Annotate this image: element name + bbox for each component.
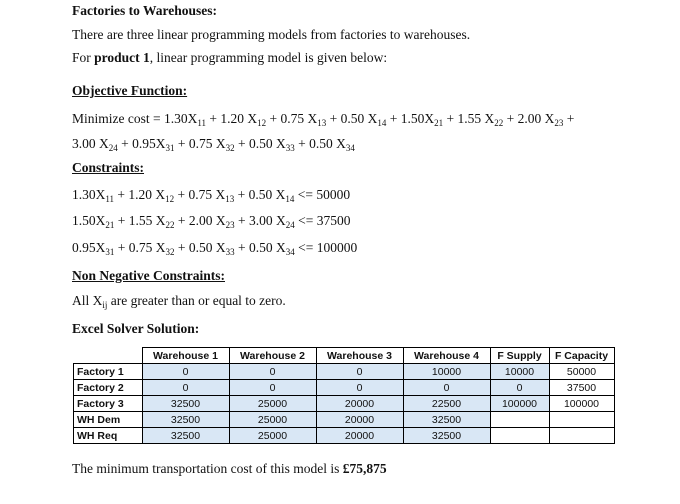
col-header-f-supply: F Supply	[490, 348, 549, 364]
text-segment: + 2.00 X	[503, 111, 555, 126]
intro-text: There are three linear programming models from factories to warehouses.	[72, 27, 471, 42]
objective-function-line-2	[72, 136, 355, 152]
subscript: 21	[434, 118, 444, 128]
text-segment: + 0.50 X	[234, 187, 286, 202]
text-segment: + 2.00 X	[174, 213, 226, 228]
subscript: 34	[345, 143, 355, 153]
conclusion-pre: The minimum transportation cost of this model is	[72, 461, 343, 476]
subscript: 31	[105, 247, 115, 257]
table-cell: 100000	[549, 396, 614, 412]
text-segment: <= 37500	[294, 213, 351, 228]
table-cell: 22500	[403, 396, 490, 412]
table-cell: 100000	[490, 396, 549, 412]
text-segment: + 1.20 X	[114, 187, 166, 202]
text-segment: <= 50000	[294, 187, 351, 202]
table-cell	[490, 412, 549, 428]
text-segment: 1.50X	[72, 213, 106, 228]
subscript: 33	[285, 143, 295, 153]
table-row	[74, 380, 615, 396]
subscript: 11	[197, 118, 207, 128]
subscript: 23	[554, 118, 564, 128]
text-segment: + 0.75 X	[174, 187, 226, 202]
table-cell: 32500	[142, 428, 229, 444]
row-label: Factory 3	[74, 396, 143, 412]
conclusion-text	[72, 461, 387, 477]
subscript: 11	[105, 194, 115, 204]
text-segment: Minimize cost = 1.30X	[72, 111, 198, 126]
text-segment: All X	[72, 293, 103, 308]
text-segment: + 1.55 X	[114, 213, 166, 228]
constraint-2	[72, 213, 350, 229]
subscript: 24	[285, 220, 295, 230]
intro-post: , linear programming model is given below:	[149, 50, 388, 65]
table-corner	[74, 348, 143, 364]
non-negative-heading: Non Negative Constraints:	[72, 268, 225, 283]
table-cell: 32500	[142, 412, 229, 428]
text-segment: + 0.50 X	[294, 136, 346, 151]
table-cell	[490, 428, 549, 444]
col-header-warehouse-2: Warehouse 2	[229, 348, 316, 364]
text-segment: + 1.20 X	[206, 111, 258, 126]
subscript: 13	[225, 194, 235, 204]
subscript: 14	[285, 194, 295, 204]
table-cell: 20000	[316, 428, 403, 444]
row-label: Factory 1	[74, 364, 143, 380]
table-cell: 25000	[229, 428, 316, 444]
text-segment: + 1.55 X	[443, 111, 495, 126]
table-cell: 25000	[229, 396, 316, 412]
subscript: 14	[377, 118, 387, 128]
text-segment: +	[563, 111, 575, 126]
col-header-warehouse-1: Warehouse 1	[142, 348, 229, 364]
table-cell: 0	[229, 380, 316, 396]
table-cell: 0	[142, 364, 229, 380]
table-row	[74, 428, 615, 444]
table-cell: 0	[316, 364, 403, 380]
table-cell: 0	[403, 380, 490, 396]
intro-product: product 1	[94, 50, 150, 65]
subscript: 24	[108, 143, 118, 153]
table-cell: 32500	[403, 412, 490, 428]
constraint-3	[72, 240, 357, 256]
table-cell: 10000	[403, 364, 490, 380]
table-cell	[549, 428, 614, 444]
row-label: Factory 2	[74, 380, 143, 396]
table-cell	[549, 412, 614, 428]
table-cell: 37500	[549, 380, 614, 396]
objective-function-line-1	[72, 111, 574, 127]
row-label: WH Req	[74, 428, 143, 444]
subscript: ij	[102, 300, 108, 310]
col-header-f-capacity: F Capacity	[549, 348, 614, 364]
row-label: WH Dem	[74, 412, 143, 428]
subscript: 22	[165, 220, 175, 230]
table-cell: 32500	[403, 428, 490, 444]
col-header-warehouse-4: Warehouse 4	[403, 348, 490, 364]
text-segment: + 0.75 X	[114, 240, 166, 255]
table-cell: 0	[490, 380, 549, 396]
table-cell: 20000	[316, 396, 403, 412]
solver-table-header-row	[74, 348, 615, 364]
minimum-cost-value: £75,875	[342, 461, 387, 476]
table-row	[74, 364, 615, 380]
constraint-1	[72, 187, 350, 203]
text-segment: 3.00 X	[72, 136, 109, 151]
text-segment: 1.30X	[72, 187, 106, 202]
subscript: 13	[317, 118, 327, 128]
table-cell: 25000	[229, 412, 316, 428]
intro-pre: For	[72, 50, 95, 65]
objective-heading: Objective Function:	[72, 83, 188, 98]
text-segment: + 1.50X	[386, 111, 435, 126]
solver-heading: Excel Solver Solution:	[72, 321, 200, 336]
table-cell: 32500	[142, 396, 229, 412]
text-segment: are greater than or equal to zero.	[107, 293, 286, 308]
page-heading: Factories to Warehouses:	[72, 3, 217, 18]
text-segment: + 3.00 X	[234, 213, 286, 228]
subscript: 12	[257, 118, 267, 128]
text-segment: 0.95X	[72, 240, 106, 255]
subscript: 21	[105, 220, 115, 230]
table-cell: 0	[229, 364, 316, 380]
text-segment: <= 100000	[294, 240, 358, 255]
table-row	[74, 412, 615, 428]
subscript: 12	[165, 194, 175, 204]
text-segment: + 0.50 X	[234, 240, 286, 255]
subscript: 31	[165, 143, 175, 153]
subscript: 32	[225, 143, 235, 153]
text-segment: + 0.50 X	[174, 240, 226, 255]
intro-product-text	[72, 50, 387, 66]
table-cell: 0	[142, 380, 229, 396]
table-cell: 20000	[316, 412, 403, 428]
subscript: 34	[285, 247, 295, 257]
table-cell: 50000	[549, 364, 614, 380]
subscript: 22	[494, 118, 504, 128]
solver-table	[73, 347, 615, 444]
text-segment: + 0.50 X	[326, 111, 378, 126]
subscript: 33	[225, 247, 235, 257]
col-header-warehouse-3: Warehouse 3	[316, 348, 403, 364]
table-row	[74, 396, 615, 412]
text-segment: + 0.95X	[117, 136, 166, 151]
text-segment: + 0.75 X	[174, 136, 226, 151]
subscript: 23	[225, 220, 235, 230]
text-segment: + 0.75 X	[266, 111, 318, 126]
non-negative-text	[72, 293, 286, 309]
constraints-heading: Constraints:	[72, 160, 145, 175]
table-cell: 10000	[490, 364, 549, 380]
subscript: 32	[165, 247, 175, 257]
text-segment: + 0.50 X	[234, 136, 286, 151]
table-cell: 0	[316, 380, 403, 396]
